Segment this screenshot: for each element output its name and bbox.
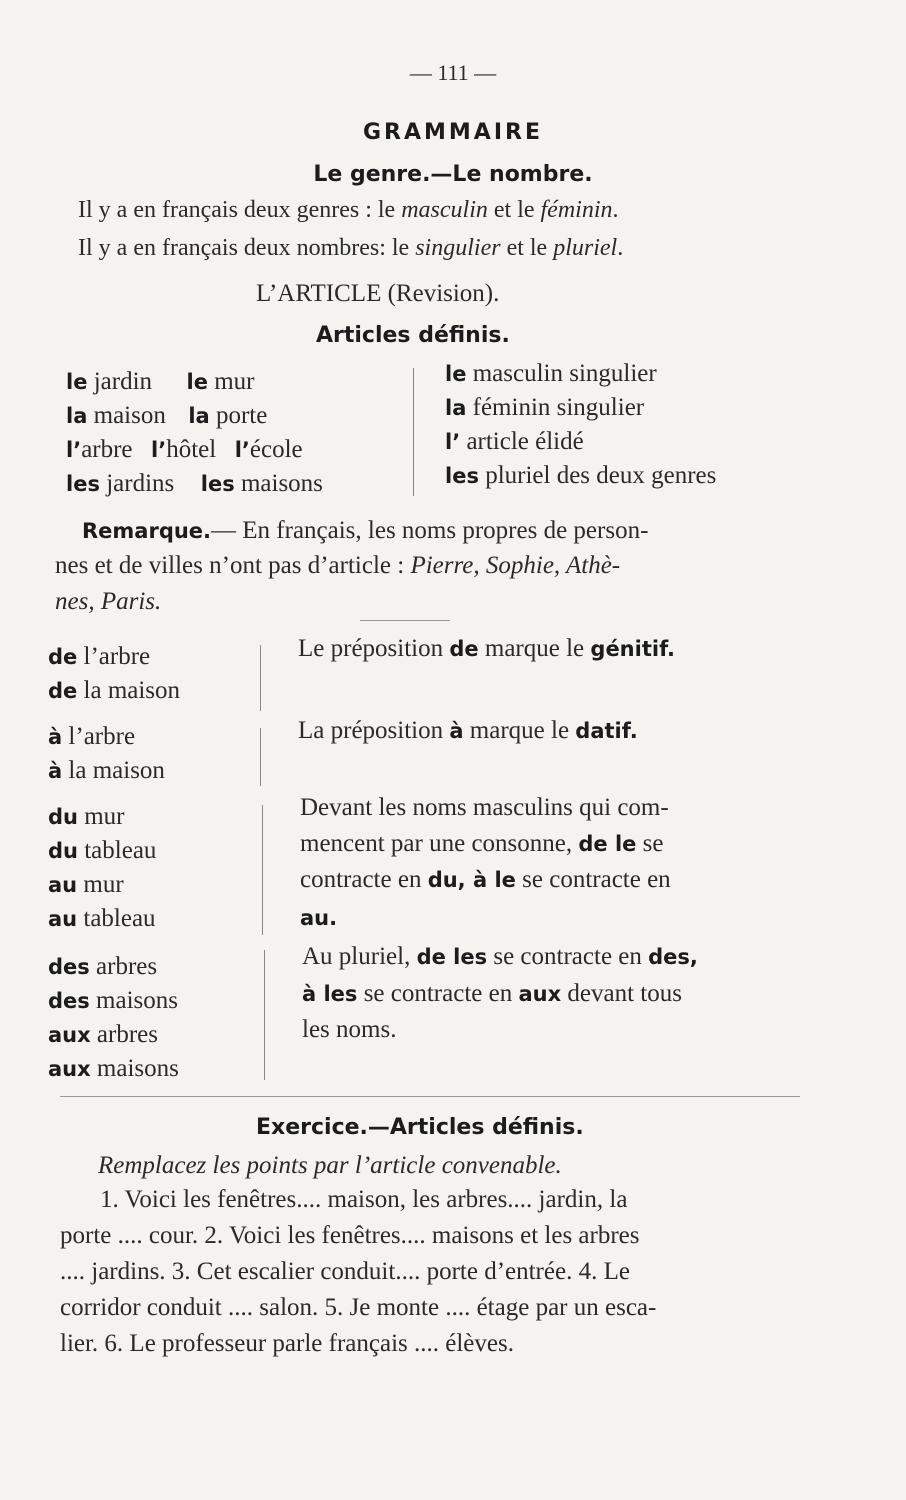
plural-example-1: des arbres [48, 953, 158, 980]
intro-line-2: Il y a en français deux nombres: le singulier et le pluriel. [78, 235, 624, 261]
plural-rule-line-2: à les se contracte en aux devant tous [302, 980, 682, 1007]
exercise-line-1: 1. Voici les fenêtres.... maison, les arbres.... jardin, la [100, 1186, 628, 1213]
exercise-line-2: porte .... cour. 2. Voici les fenêtres.... maisons et les arbres [60, 1222, 640, 1249]
article-title: L’ARTICLE (Revision). [256, 280, 500, 307]
column-divider [413, 368, 414, 496]
divider-contraction [262, 805, 263, 935]
definite-note-3: l’ article élidé [445, 428, 584, 455]
divider-datif [260, 728, 261, 786]
contraction-example-1: du mur [48, 803, 125, 830]
contraction-rule-line-3: contracte en du, à le se contracte en [300, 866, 671, 893]
contraction-example-2: du tableau [48, 837, 157, 864]
defined-articles-title: Articles définis. [316, 323, 510, 348]
definite-row-1: le jardin le mur [66, 368, 255, 395]
definite-row-4: les jardins les maisons [66, 470, 323, 497]
exercise-line-3: .... jardins. 3. Cet escalier conduit.... porte d’entrée. 4. Le [60, 1258, 630, 1285]
plural-example-4: aux maisons [48, 1055, 179, 1082]
plural-rule-line-1: Au pluriel, de les se contracte en des, [302, 943, 698, 970]
remarque-line-3: nes, Paris. [55, 588, 162, 615]
contraction-rule-line-4: au. [300, 906, 338, 930]
plural-example-2: des maisons [48, 987, 178, 1014]
datif-rule: La préposition à marque le datif. [298, 717, 638, 744]
exercise-title: Exercice.—Articles définis. [256, 1115, 584, 1140]
genitif-example-1: de l’arbre [48, 643, 151, 670]
divider-genitif [260, 645, 261, 711]
definite-note-1: le masculin singulier [445, 360, 657, 387]
definite-note-2: la féminin singulier [445, 394, 645, 421]
exercise-line-5: lier. 6. Le professeur parle français .... élèves. [60, 1330, 514, 1357]
datif-example-2: à la maison [48, 757, 165, 784]
genitif-rule: Le préposition de marque le génitif. [298, 635, 676, 662]
divider-plural [264, 950, 265, 1080]
definite-note-4: les pluriel des deux genres [445, 462, 717, 489]
remarque-line-2: nes et de villes n’ont pas d’article : Pierre, Sophie, Athè- [55, 552, 621, 579]
section-divider [60, 1096, 800, 1097]
contraction-example-3: au mur [48, 871, 124, 898]
contraction-rule-line-2: mencent par une consonne, de le se [300, 830, 664, 857]
page-number: — 111 — [409, 60, 497, 85]
exercise-line-4: corridor conduit .... salon. 5. Je monte .... étage par un esca- [60, 1294, 657, 1321]
plural-example-3: aux arbres [48, 1021, 158, 1048]
plural-rule-line-3: les noms. [302, 1016, 397, 1043]
genitif-example-2: de la maison [48, 677, 181, 704]
remarque-line-1: Remarque.— En français, les noms propres de person- [82, 517, 649, 544]
definite-row-2: la maison la porte [66, 402, 268, 429]
datif-example-1: à l’arbre [48, 723, 136, 750]
definite-row-3: l’arbre l’hôtel l’école [66, 436, 303, 463]
section-heading: GRAMMAIRE [363, 120, 543, 145]
section-subheading: Le genre.—Le nombre. [313, 162, 593, 187]
short-divider [360, 620, 450, 621]
exercise-instruction: Remplacez les points par l’article convenable. [98, 1152, 562, 1179]
contraction-example-4: au tableau [48, 905, 156, 932]
intro-line-1: Il y a en français deux genres : le masculin et le féminin. [78, 197, 619, 223]
contraction-rule-line-1: Devant les noms masculins qui com- [300, 794, 669, 821]
